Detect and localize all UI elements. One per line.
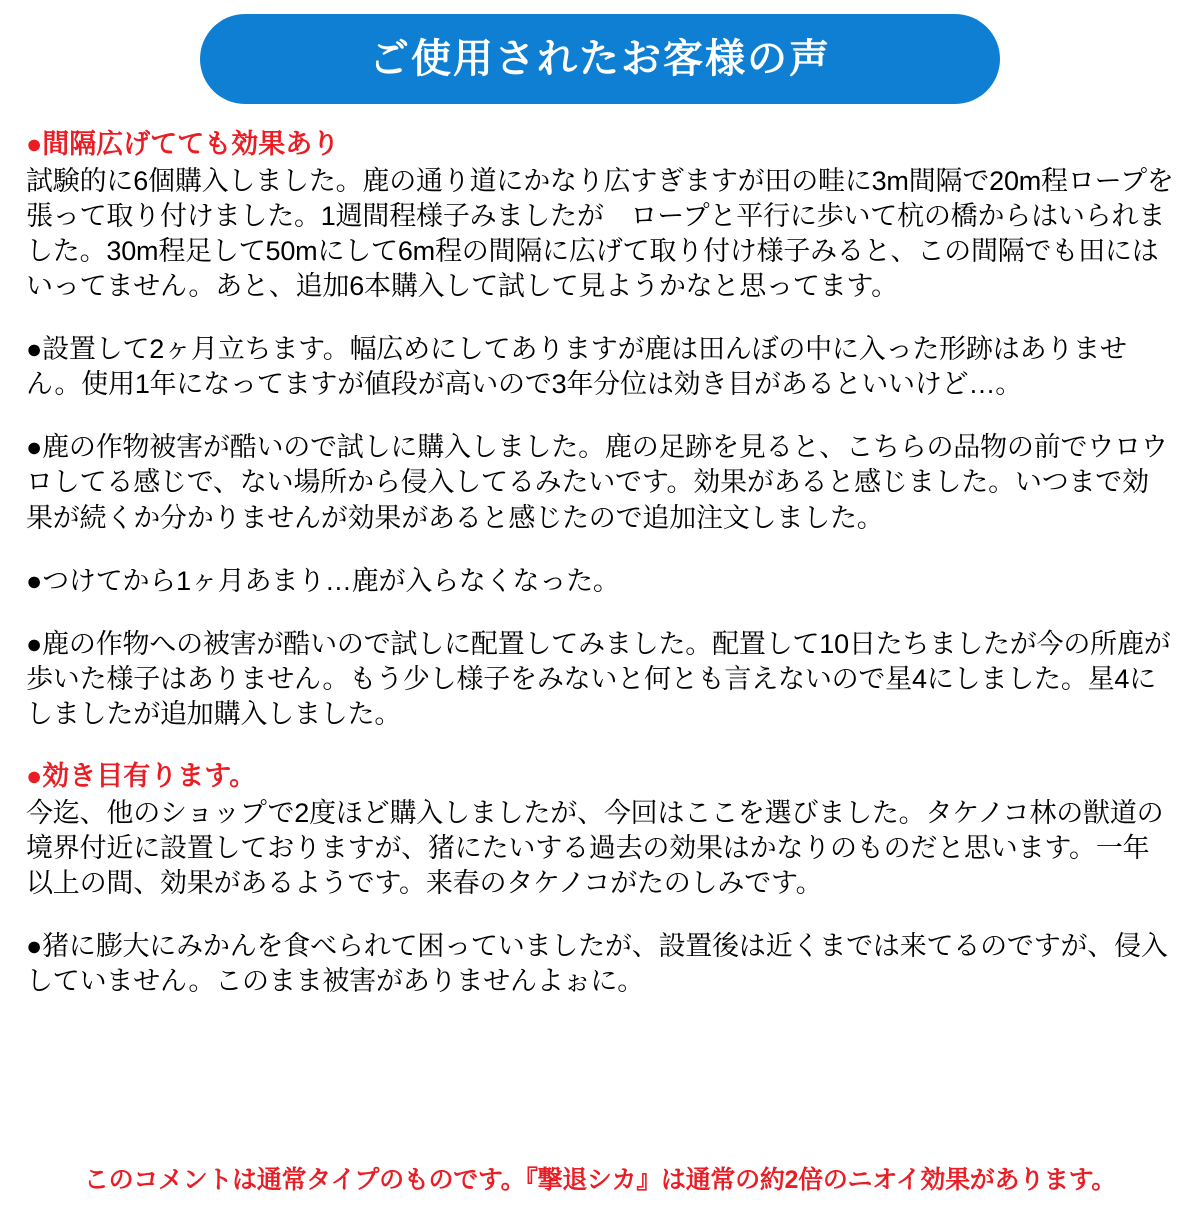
review-body: 試験的に6個購入しました。鹿の通り道にかなり広すぎますが田の畦に3m間隔で20m程ロープを張って取り付けました。1週間程様子みましたが ロープと平行に歩いて杭の橋からはいられました。30m程足して50mにして6m程の間隔に広げて取り付け様子みると、この間隔でも田にはいってません。あと、追加6本購入して試して見ようかなと思ってます。 bbox=[26, 165, 1174, 302]
review-item bbox=[26, 564, 1174, 599]
review-body: ●鹿の作物被害が酷いので試しに購入しました。鹿の足跡を見ると、こちらの品物の前でウロウロしてる感じで、ない場所から侵入してるみたいです。効果があると感じました。いつまで効果が続くか分かりませんが効果があると感じたので追加注文しました。 bbox=[26, 432, 1168, 533]
review-item bbox=[26, 430, 1174, 535]
header-banner bbox=[200, 14, 1000, 104]
review-heading: ●効き目有ります。 bbox=[26, 760, 257, 791]
review-heading: ●間隔広げてても効果あり bbox=[26, 129, 340, 159]
customer-reviews-page bbox=[0, 14, 1200, 1214]
review-body: ●猪に膨大にみかんを食べられて困っていましたが、設置後は近くまでは来てるのですが、侵入していません。このまま被害がありませんよぉに。 bbox=[26, 931, 1168, 997]
page-title: ご使用されたお客様の声 bbox=[369, 37, 831, 81]
reviews-list bbox=[0, 104, 1200, 999]
review-body: ●つけてから1ヶ月あまり…鹿が入らなくなった。 bbox=[26, 565, 620, 596]
review-body: 今迄、他のショップで2度ほど購入しましたが、今回はここを選びました。タケノコ林の獣道の境界付近に設置しておりますが、猪にたいする過去の効果はかなりのものだと思います。一年以上の間、効果があるようです。来春のタケノコがたのしみです。 bbox=[26, 797, 1164, 898]
review-item bbox=[26, 929, 1174, 999]
review-body: ●設置して2ヶ月立ちます。幅広めにしてありますが鹿は田んぼの中に入った形跡はありません。使用1年になってますが値段が高いので3年分位は効き目があるといいけど…。 bbox=[26, 334, 1127, 400]
review-body: ●鹿の作物への被害が酷いので試しに配置してみました。配置して10日たちましたが今の所鹿が歩いた様子はありません。もう少し様子をみないと何とも言えないので星4にしました。星4にしましたが追加購入しました。 bbox=[26, 628, 1171, 729]
footer-note: このコメントは通常タイプのものです。『撃退シカ』は通常の約2倍のニオイ効果があります。 bbox=[83, 1166, 1116, 1194]
review-item bbox=[26, 627, 1174, 732]
review-item bbox=[26, 332, 1174, 402]
review-item bbox=[26, 760, 1174, 901]
review-item bbox=[26, 128, 1174, 304]
